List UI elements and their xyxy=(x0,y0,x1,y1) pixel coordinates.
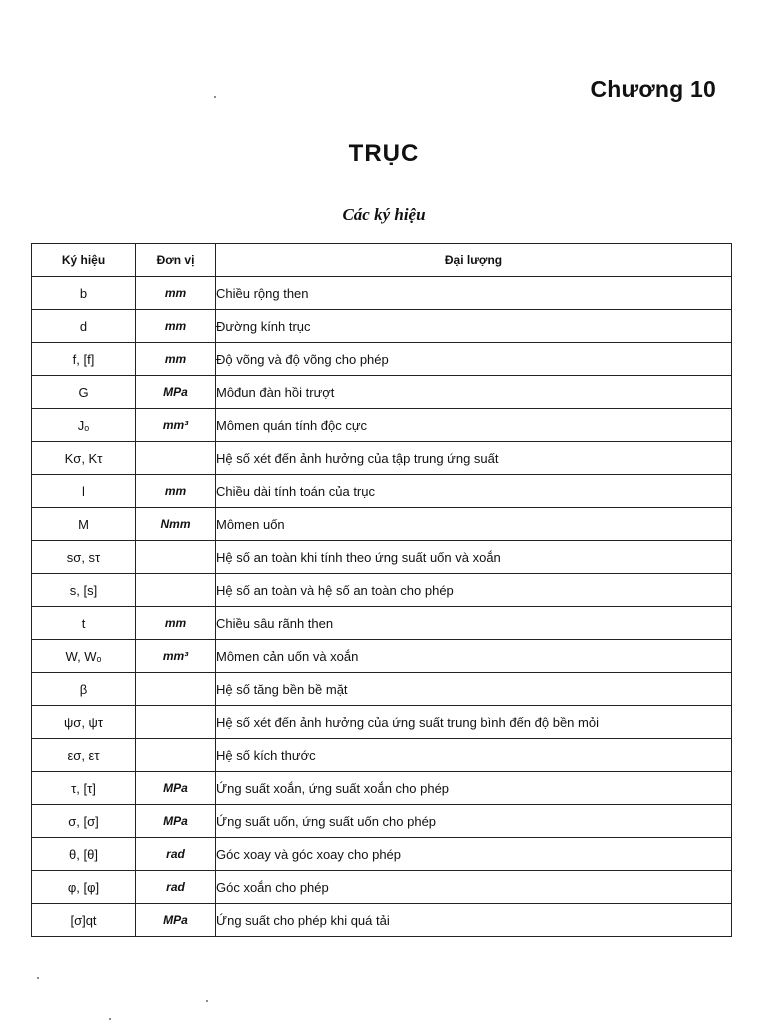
quantity-cell: Độ võng và độ võng cho phép xyxy=(216,343,732,376)
quantity-cell: Ứng suất xoắn, ứng suất xoắn cho phép xyxy=(216,772,732,805)
quantity-cell: Hệ số tăng bền bề mặt xyxy=(216,673,732,706)
symbol-cell: W, Wₒ xyxy=(32,640,136,673)
unit-cell: mm xyxy=(136,277,216,310)
table-row xyxy=(32,442,732,475)
unit-cell: mm xyxy=(136,310,216,343)
symbol-cell: b xyxy=(32,277,136,310)
symbol-cell: G xyxy=(32,376,136,409)
table-row xyxy=(32,673,732,706)
quantity-cell: Chiều dài tính toán của trục xyxy=(216,475,732,508)
symbol-cell: ψσ, ψτ xyxy=(32,706,136,739)
quantity-cell: Góc xoắn cho phép xyxy=(216,871,732,904)
quantity-cell: Hệ số xét đến ảnh hưởng của tập trung ứng suất xyxy=(216,442,732,475)
unit-cell: Nmm xyxy=(136,508,216,541)
table-row xyxy=(32,871,732,904)
symbol-cell: s, [s] xyxy=(32,574,136,607)
symbol-cell: f, [f] xyxy=(32,343,136,376)
table-row xyxy=(32,838,732,871)
unit-cell: rad xyxy=(136,871,216,904)
quantity-cell: Mômen uốn xyxy=(216,508,732,541)
quantity-cell: Hệ số xét đến ảnh hưởng của ứng suất trung bình đến độ bền mỏi xyxy=(216,706,732,739)
symbol-cell: t xyxy=(32,607,136,640)
quantity-cell: Hệ số kích thước xyxy=(216,739,732,772)
quantity-cell: Ứng suất cho phép khi quá tải xyxy=(216,904,732,937)
symbol-cell: sσ, sτ xyxy=(32,541,136,574)
symbol-cell: Kσ, Kτ xyxy=(32,442,136,475)
quantity-cell: Đường kính trục xyxy=(216,310,732,343)
table-row xyxy=(32,640,732,673)
unit-cell: MPa xyxy=(136,772,216,805)
symbol-cell: τ, [τ] xyxy=(32,772,136,805)
table-row xyxy=(32,607,732,640)
table-row xyxy=(32,376,732,409)
table-row xyxy=(32,574,732,607)
table-row xyxy=(32,508,732,541)
symbol-cell: β xyxy=(32,673,136,706)
quantity-cell: Ứng suất uốn, ứng suất uốn cho phép xyxy=(216,805,732,838)
unit-cell: mm³ xyxy=(136,640,216,673)
unit-cell: MPa xyxy=(136,904,216,937)
quantity-cell: Hệ số an toàn khi tính theo ứng suất uốn và xoắn xyxy=(216,541,732,574)
table-row xyxy=(32,772,732,805)
symbol-cell: M xyxy=(32,508,136,541)
chapter-heading: Chương 10 xyxy=(590,76,716,102)
quantity-cell: Mômen cản uốn và xoắn xyxy=(216,640,732,673)
symbol-cell: φ, [φ] xyxy=(32,871,136,904)
page-title: TRỤC xyxy=(348,140,420,167)
unit-cell: rad xyxy=(136,838,216,871)
symbol-cell: [σ]qt xyxy=(32,904,136,937)
table-row xyxy=(32,706,732,739)
unit-cell xyxy=(136,673,216,706)
table-row xyxy=(32,805,732,838)
header-quantity: Đại lượng xyxy=(216,244,732,277)
table-row xyxy=(32,277,732,310)
table-row xyxy=(32,904,732,937)
unit-cell: mm xyxy=(136,475,216,508)
unit-cell xyxy=(136,442,216,475)
symbol-cell: l xyxy=(32,475,136,508)
scan-speck xyxy=(206,1000,208,1002)
unit-cell: mm xyxy=(136,343,216,376)
unit-cell xyxy=(136,706,216,739)
unit-cell xyxy=(136,739,216,772)
table-row xyxy=(32,310,732,343)
unit-cell xyxy=(136,541,216,574)
scan-speck xyxy=(109,1018,111,1020)
symbol-cell: θ, [θ] xyxy=(32,838,136,871)
quantity-cell: Chiều sâu rãnh then xyxy=(216,607,732,640)
unit-cell: MPa xyxy=(136,805,216,838)
symbol-cell: Jₒ xyxy=(32,409,136,442)
quantity-cell: Mômen quán tính độc cực xyxy=(216,409,732,442)
quantity-cell: Hệ số an toàn và hệ số an toàn cho phép xyxy=(216,574,732,607)
table-header-row xyxy=(32,244,732,277)
symbols-table xyxy=(31,243,732,937)
unit-cell xyxy=(136,574,216,607)
table-row xyxy=(32,475,732,508)
symbol-cell: εσ, ετ xyxy=(32,739,136,772)
unit-cell: mm xyxy=(136,607,216,640)
table-row xyxy=(32,739,732,772)
quantity-cell: Góc xoay và góc xoay cho phép xyxy=(216,838,732,871)
table-caption: Các ký hiệu xyxy=(342,205,426,224)
header-symbol: Ký hiệu xyxy=(32,244,136,277)
unit-cell: mm³ xyxy=(136,409,216,442)
scan-speck xyxy=(214,96,216,98)
quantity-cell: Môđun đàn hồi trượt xyxy=(216,376,732,409)
header-unit: Đơn vị xyxy=(136,244,216,277)
symbol-cell: d xyxy=(32,310,136,343)
symbol-cell: σ, [σ] xyxy=(32,805,136,838)
table-row xyxy=(32,343,732,376)
scan-speck xyxy=(37,977,39,979)
table-row xyxy=(32,541,732,574)
unit-cell: MPa xyxy=(136,376,216,409)
quantity-cell: Chiều rộng then xyxy=(216,277,732,310)
table-row xyxy=(32,409,732,442)
